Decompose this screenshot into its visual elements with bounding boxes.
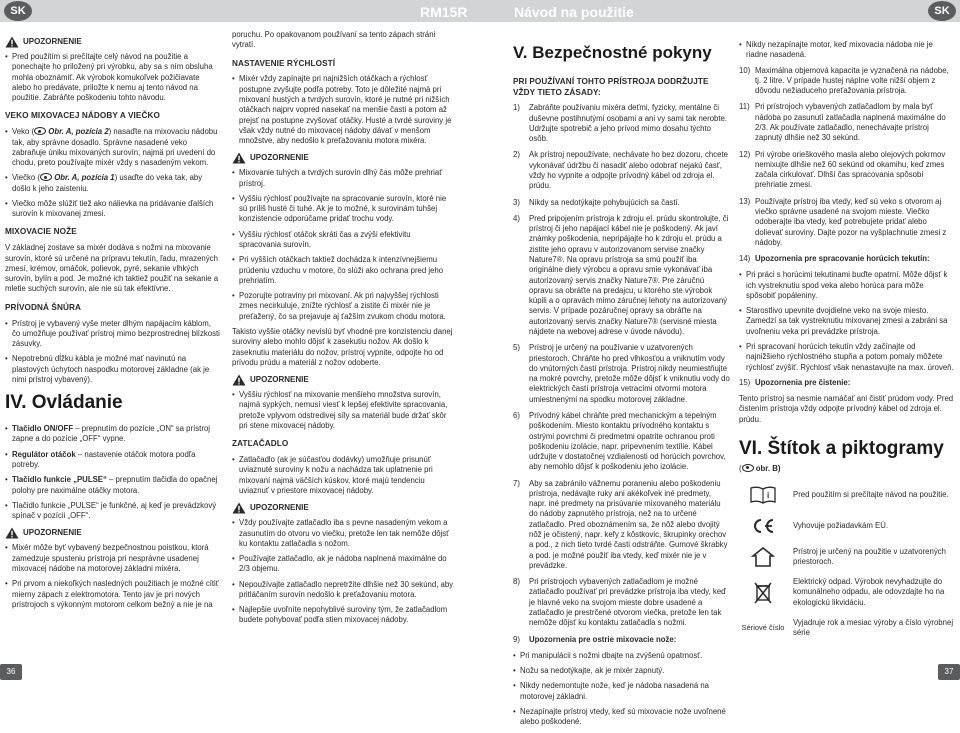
section-heading-speed: NASTAVENIE RÝCHLOSTÍ [232,58,336,68]
control-pulse: • Tlačidlo funkcie „PULSE“ – prepnutím tlačidla do opačnej polohy pre naximálne otáčky motora. [5,475,220,496]
warning-bullet: • Nepoužívajte zatlačadlo nepretržite dlhšie než 30 sekúnd, aby pritláčaním surovín nedošlo k preťažovaniu motora. [232,580,454,601]
safety-item: 4) Pred pripojením prístroja k zdroju el. prúdu skontrolujte, či prístroj či jeho napájací kábel nie je poškodený. Ak javí známky poškodenia, nepripájajte ho k zdroju el. prúdu a zistite jeho opravu v autorizovanom servise značky Nature7®. Na opravu prístroja sa smú použiť iba originálne diely výrobcu a opravu smie vykonávať iba autorizovaný servis značky Nature7®. Pre záručnú opravu sa obráťte na predajcu, u ktorého ste výrobok kúpili a o opravách mimo záručnej lehoty na autorizovaný servis. V prípade pozáručnej opravy sa obráťte na autorizovaný servis značky Nature7® (servisné miesta nájdete na webovej adrese v úvode návodu). [513,213,729,336]
warning-label: UPOZORNENIE [250,153,309,163]
symbol-row [739,617,955,639]
section-heading-cord: PRÍVODNÁ ŠNÚRA [5,302,82,312]
eye-icon [40,173,52,181]
cord-text-1: • Prístroj je vybavený vyše meter dlhým napájacím káblom, čo umožňuje používať prístroj mimo bezprostrednej blízkosti zásuvky. [5,319,220,350]
section-heading-rules: PRI POUŽÍVANÍ TOHTO PRÍSTROJA DODRŽUJTE VŽDY TIETO ZÁSADY: [513,76,709,97]
safety-item: 3) Nikdy sa nedotýkajte pohybujúcich sa častí. [513,197,680,207]
warning-label: UPOZORNENIE [250,374,309,384]
page-number-right: 37 [938,664,960,680]
warning-label: UPOZORNENIE [250,502,309,512]
section-title-controls: IV. Ovládanie [5,392,123,414]
safety-item: 7) Aby sa zabránilo vážnemu poraneniu alebo poškodeniu prístroja, nedávajte ruky ani akékoľvek iné predmety, napr. iné predmety na prisúvanie mixovaného materiálu do nádoby zapnutého prístroja, než na to určené zatlačadlo. Pred oboznámením sa, že nôž alebo dvojitý nôž je očistený, napr. kefy z kôstkovic, škrupinky orechov a pod., z nich tieto tvrdé časti odstráňte. Gumové škrabky a pod. je možné použiť iba vtedy, keď mixér nie je v prevádzke. [513,478,728,570]
warning-label: UPOZORNENIE [23,36,82,46]
continued-text: poruchu. Po opakovanom používaní sa tento zápach stráni vytratí. [232,30,436,50]
manual-title: Návod na použitie [514,4,634,20]
section-heading-tamper: ZATĽAČADLO [232,439,289,449]
speed-text: • Mixér vždy zapínajte pri najnižších otáčkach a rýchlosť postupne zvyšujte podľa potreby. Toto je dôležité najmä pri mixovaní hustých a tvrdých surovín, ktoré je nutné pri nižších otáčkach najprv vopred nasekať na menšie časti a potom až prejsť na postupne zvyšovať otáčky. Husté a tvrdé suroviny je však vždy nutné do mixovacej nádoby dávať v menšom množstve, aby nedošlo k preťažovaniu motora mixéra. [232,74,454,146]
warning-bullet: • Najlepšie uvoľníte nepohyblivé suroviny tým, že zatlačadlom budete pohybovať podľa stien mixovacej nádoby. [232,605,454,626]
warning-bullet: • Pri prvom a niekoľkých nasledných použitiach je možné cítiť mierny zápach z elektromotora. Tento jav je pri nových prístrojoch s výkonným motorom celkom bežný a nie je na [5,579,220,610]
column-2 [232,30,454,631]
cleaning-text: Tento prístroj sa nesmie namáčať ani čistiť prúdom vody. Pred čistením prístroja vždy odpojte prívodný kábel od zdroja el. prúdu. [739,394,954,424]
control-pulse-note: • Tlačidlo funkcie „PULSE“ je funkčné, aj keď je prevádzkový spínač v pozícii „OFF“. [5,501,220,522]
ce-mark-icon [739,515,787,537]
warning-bullet: • Vždy používajte zatlačadlo iba s pevne nasadeným vekom a zasunutím do otvoru vo viečku, pretože len tak nemôže dôjsť ku kontaktu zatlačadla s nožom. [232,518,454,549]
warning-triangle-icon [232,152,246,164]
house-icon [739,546,787,568]
warning-triangle-icon [5,527,19,539]
warning-bullet: • Vyššiu rýchlosť na mixovanie menšieho množstva surovín, najmä sypkých, nemusí viesť k lepšej efektivite spracovania, pretože vplyvom odstredivej síly sa materiál bude držať skôr pri stene mixovacej nádoby. [232,390,454,431]
warning-triangle-icon [5,36,19,48]
blade-bullet: • Nikdy nedemontujte nože, keď je nádoba nasadená na motorovej základni. [513,681,730,702]
symbol-row: Elektrický odpad. Výrobok nevyhadzujte do komunálneho odpadu, ale odovzdajte ho na ekologickú likvidáciu. [739,577,955,608]
safety-item: 2) Ak prístroj nepoužívate, nechávate ho bez dozoru, chcete vykonávať údržbu či nasadiť alebo odobrať nejakú časť, vždy ho vypnite a odpojte prívodný kábel od zdroja el. prúdu. [513,150,728,191]
symbol-row: Prístroj je určený na použitie v uzatvorených priestoroch. [739,546,955,568]
warning-heading [5,36,220,48]
safety-list [513,103,730,645]
hot-bullet: • Starostlivo upevnite dvojdielne veko na svoje miesto. Zamedzí sa tak vystreknutiu mixovanej zmesi a zabráni sa uvoľneniu veka pri prevádzke prístroja. [739,306,955,337]
jam-text: Takisto vyššie otáčky nevíslú byť vhodné pre konzistenciu danej suroviny alebo mohlo dôjsť k zasekutiu nožov. Ak došlo k zaseknutiu materiálu do nožov, prístroj vypnite, odpojte ho od prívodu prúdu a materiál z nožov odoberte. [232,327,453,367]
eye-icon [34,127,46,135]
warning-bullet: • Pri vyšších otáčkach taktiež dochádza k intenzívnejšiemu prúdeniu vzduchu v motore, čo slúži ako ochrana pred jeho prehriatím. [232,255,454,286]
safety-list-continued [739,66,955,265]
eye-icon [742,464,754,472]
warning-text: • Pred použitím si prečítajte celý návod na použitie a ponechajte ho priložený pri výrobku, aby sa s ním obsluha mohla oboznámiť. Ak výrobok komukoľvek požičiavate alebo ho predávate, priložte k nemu aj tento návod na použitie. Zabráňte poškodeniu tohto návodu. [5,52,220,103]
blade-bullet: • Nožu sa nedotýkajte, ak je mixér zapnutý. [513,666,730,676]
page-header [0,0,960,22]
column-4 [739,40,955,648]
section-heading-blades: MIXOVACIE NOŽE [5,227,77,237]
symbol-row: i Pred použitím si prečítajte návod na použitie. [739,484,955,506]
book-icon [739,484,787,506]
warning-triangle-icon [232,502,246,514]
safety-item: 14) Upozornenia pre spracovanie horúcich tekutín: [739,254,930,264]
language-badge-left: SK [4,1,32,21]
control-speed: • Regulátor otáčok – nastavenie otáčok motora podľa potreby. [5,450,220,471]
safety-item: 10) Maximálna objemová kapacita je vyznačená na nádobe, tj. 2 litre. V prípade hustej náplne volte nižší objem z dôvodu nežiaduceho preťažovania prístroja. [739,65,949,96]
safety-item: 1) Zabráňte používaniu mixéra deťmi, fyzicky, mentálne či duševne postihnutými osobami a ani vy sami tak nerobte. Udržujte spotrebič a jeho prívod mimo dosahu týchto osôb. [513,103,728,144]
cap-funnel-text: • Viečko môže slúžiť tiež ako nálievka na pridávanie ďalších surovín k mixovanej zmesi. [5,199,220,220]
warning-bullet: • Vyššiu rýchlosť používajte na spracovanie surovín, ktoré nie sú príliš husté či tuhé. Ak je to možné, k surovinám tuhšej konzistencie odporúčame pridať trochu vody. [232,194,454,225]
warning-bullet: • Vyššiu rýchlosť otáčok skráti čas a zvýši efektivitu spracovania surovín. [232,230,454,251]
serial-number-text: Vyjadruje rok a mesiac výroby a číslo výrobnej série [793,617,954,638]
warning-bullet: • Mixér môže byť vybavený bezpečnostnou poistkou, ktorá zamedzuje spusteniu prístroja pri nesprávne usadenej mixovacej nádobe na motorovej základni mixéra. [5,543,220,574]
warning-heading [232,374,454,386]
section-title-label: VI. Štítok a piktogramy [739,438,944,459]
section-heading-lid: VEKO MIXOVACEJ NÁDOBY A VIEČKO [5,111,160,121]
tamper-text: • Zatlačadlo (ak je súčasťou dodávky) umožňuje prisunúť uviaznuté suroviny k nožu a nachádza tak uplatnenie pri mixovaní najmä väčších kúskov, ktoré majú tendenciu uviaznuť v priestore mixovacej nádoby. [232,455,454,496]
blades-text: V základnej zostave sa mixér dodáva s nožmi na mixovanie surovín, ktoré sú určené na prípravu tekutín, ľadu, mrazených zmesí, krémov, omáčok, polievok, pyré, sekanie vlhkých surovín, bylín a pod. Je možné ich taktiež použiť na sekanie a mletie suchých surovín, ale nie sú tak efektívne. [5,243,219,294]
column-1 [5,30,220,615]
warning-bullet: • Používajte zatlačadlo, ak je nádoba naplnená maximálne do 2/3 objemu. [232,554,454,575]
crossed-bin-icon [739,582,787,604]
warning-heading [232,502,454,514]
warning-heading [232,152,454,164]
model-name: RM15R [420,4,468,20]
symbol-row: Vyhovuje požiadavkám EÚ. [739,515,955,537]
hot-bullet: • Pri spracovaní horúcich tekutín vždy začínajte od najnižšieho rýchlostného stupňa a potom pomaly môžete rýchlosť zvýšiť. Rýchlosť však nenastavujte na max. úroveň. [739,342,955,373]
serial-number-label: Sériové číslo [741,623,785,633]
svg-text:i: i [767,491,770,501]
control-on-off: • Tlačidlo ON/OFF – prepnutím do pozície „ON“ sa prístroj zapne a do pozície „OFF“ vypne. [5,424,220,445]
cord-text-2: • Nepotrebnú dĺžku kábla je možné mať navinutú na plastových úchytoch naspodku motorovej základne (ak je nimi prístroj vybavený). [5,354,220,385]
blade-bullet: • Nezapínajte prístroj vtedy, keď sú mixovacie nože uvoľnené alebo poškodené. [513,707,730,728]
safety-item: 5) Prístroj je určený na používanie v uzatvorených priestoroch. Chráňte ho pred vlhkosťou a vniknutím vody do vnútorných častí prístroja. Prístroj nikdy neumiestňujte na mokré povrchy, pretože môže dôjsť k vniknutiu vody do elektrických častí prístroja vetracími otvormi motora umiestnenými na spodku motorovej základne. [513,343,730,404]
warning-bullet: • Pozorujte potraviny pri mixovaní. Ak pri najvyššej rýchlosti zmes necirkuluje, znížte rýchlosť a zistite či mixér nie je preťažený, čo sa prejavuje aj ťažším zvukom chodu motora. [232,291,454,322]
figure-ref: ( obr. B) [739,463,781,473]
motor-bullet: • Nikdy nezapínajte motor, keď mixovacia nádoba nie je riadne nasadená. [739,40,955,61]
language-badge-right: SK [928,1,956,21]
safety-item-15: 15) Upozornenia pre čistenie: [739,377,851,387]
safety-item: 9) Upozornenia pre ostrie mixovacie nože: [513,634,677,644]
page-number-left: 36 [0,664,22,680]
section-title-safety: V. Bezpečnostné pokyny [513,43,712,62]
blade-bullet: • Pri manipulácii s nožmi dbajte na zvýšenú opatrnosť. [513,651,730,661]
safety-item: 8) Pri prístrojoch vybavených zatlačadlom je možné zatlačadlo používať pri prevádzke prístroja iba vtedy, keď je hlavné veko na svojom mieste dobre usadené a zatlačadlo je prestrčené otvorom viečka, pretože len tak nemôže dôjsť ku kontaktu zatlačadla s nožmi. [513,577,726,628]
safety-item: 6) Prívodný kábel chráňte pred mechanickým a tepelným poškodením. Miesto kontaktu prívodného kontaktu s ostrými povrchmi či predmetmi opatrite ochranou proti poškodeniu izolácie, napr. pripevnením textílie. Kábel udržujte v dostatočnej vzdialenosti od horúcich povrchov, aby nemohlo dôjsť k poškodeniu jeho izolácie. [513,410,726,472]
lid-text: • Veko ( Obr. A, pozícia 2) nasaďte na mixovaciu nádobu tak, aby správne dosadlo. Správne nasadené veko zabraňuje úniku mixovaných surovín, najmä pri uvedení do chodu, preto používajte mixér vždy s nasadeným vekom. [5,127,220,168]
warning-triangle-icon [232,374,246,386]
warning-bullet: • Mixovanie tuhých a tvrdých surovín dlhý čas môže prehriať prístroj. [232,168,454,189]
safety-item: 12) Pri výrobe orieškového masla alebo olejových pokrmov nemixujte dlhšie než 60 sekúnd od okamihu, keď zmes začala cirkulovať. Dlhší čas spracovania spôsobí prehriatie zmesi. [739,149,946,190]
safety-item: 11) Pri prístrojoch vybavených zatlačadlom by mala byť nádoba po zasunutí zatlačadla naplnená maximálne do 2/3. Ak používate zatlačadlo, nenechávajte prístroj zapnutý dlhšie než 30 sekúnd. [739,102,946,143]
warning-label: UPOZORNENIE [23,528,82,538]
hot-bullet: • Pri práci s horúcimi tekutinami buďte opatrní. Môže dôjsť k ich vystreknutiu spod veka alebo horúca para môže spôsobiť popáleniny. [739,270,955,301]
cap-text: • Viečko ( Obr. A, pozícia 1) usaďte do veka tak, aby došlo k jeho zaisteniu. [5,173,220,194]
warning-heading [5,527,220,539]
safety-item: 13) Používajte prístroj iba vtedy, keď sú veko s otvorom aj viečko správne usadené na svojom mieste. Viečko odoberajte iba vtedy, keď potrebujete pridať alebo dolievať suroviny. Dajte pozor na vyšplachnutie zmesi z nádoby. [739,196,947,247]
column-3 [513,40,730,733]
